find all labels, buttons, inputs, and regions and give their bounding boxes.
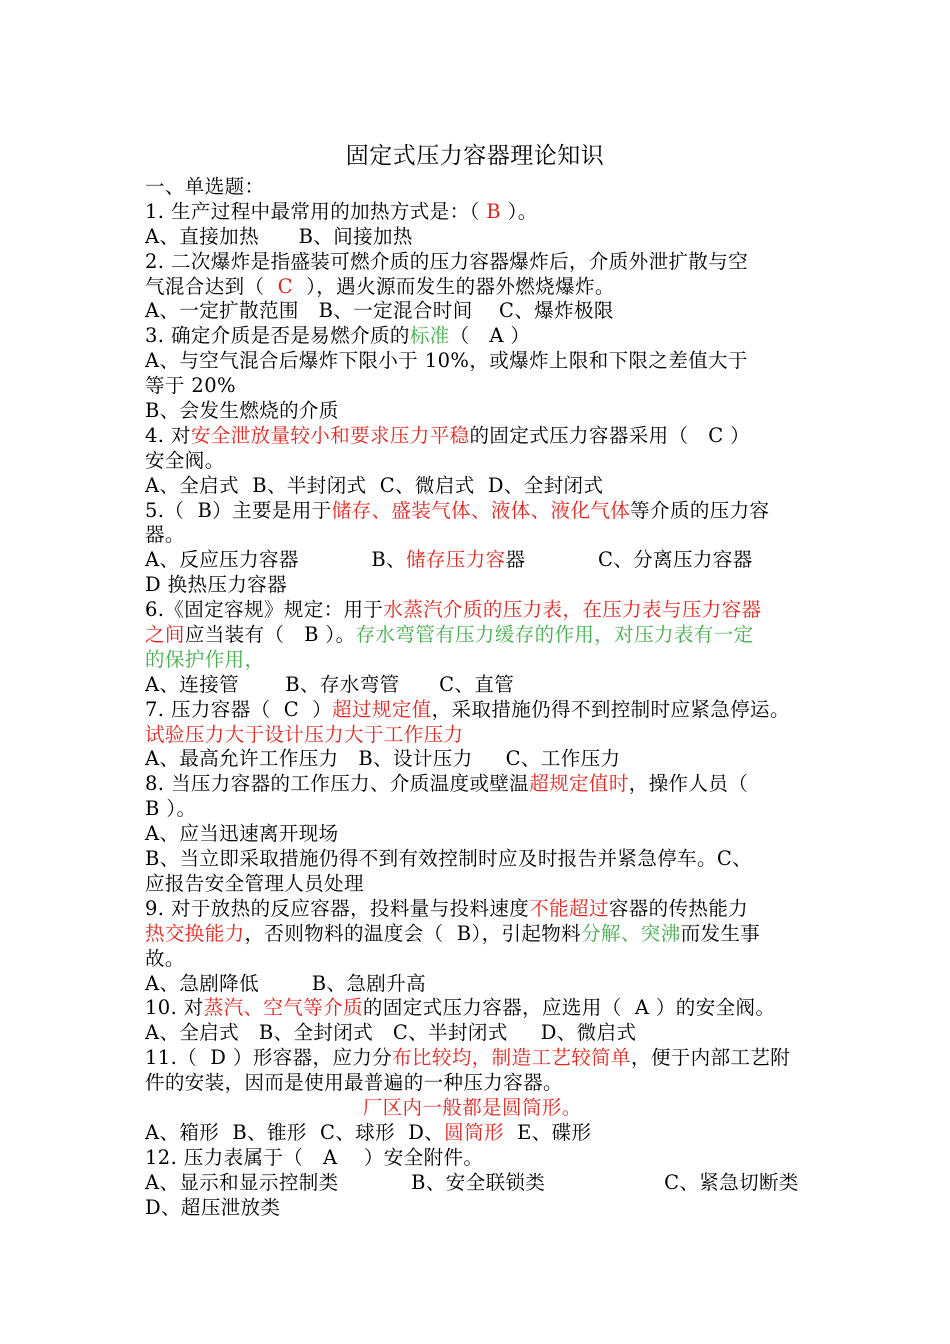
text-segment: 等于 20% xyxy=(145,374,236,398)
text-segment: A、急剧降低 B、急剧升高 xyxy=(145,971,427,995)
page-title: 固定式压力容器理论知识 xyxy=(345,143,605,169)
text-line xyxy=(145,1096,813,1121)
text-segment: 9. 对于放热的反应容器，投料量与投料速度 xyxy=(145,896,530,920)
text-segment: A、一定扩散范围 B、一定混合时间 C、爆炸极限 xyxy=(145,299,614,323)
text-segment: D、超压泄放类 xyxy=(145,1195,281,1219)
highlight-green-text: 分解、突沸 xyxy=(581,921,681,945)
text-segment: 器 C、分离压力容器 xyxy=(505,548,753,572)
text-segment: E、碟形 xyxy=(503,1120,592,1144)
text-segment: A、连接管 B、存水弯管 C、直管 xyxy=(145,672,515,696)
text-line xyxy=(145,250,813,275)
text-segment: A、显示和显示控制类 B、安全联锁类 C、紧急切断类 xyxy=(145,1170,799,1194)
text-segment: 1. 生产过程中最常用的加热方式是：（ xyxy=(145,199,487,223)
text-segment: 气混合达到（ xyxy=(145,274,278,298)
text-segment: 安全阀。 xyxy=(145,448,225,472)
text-line xyxy=(145,324,813,349)
text-line xyxy=(145,275,813,300)
highlight-red-text: 超过规定值 xyxy=(332,697,432,721)
text-segment: A、与空气混合后爆炸下限小于 10%，或爆炸上限和下限之差值大于 xyxy=(145,349,748,373)
text-segment: 7. 压力容器（ C ） xyxy=(145,697,333,721)
text-line xyxy=(145,847,813,872)
highlight-red-text: 蒸汽、空气等介质 xyxy=(203,996,363,1020)
text-line xyxy=(145,623,813,648)
text-segment: 12. 压力表属于（ A ）安全附件。 xyxy=(145,1145,484,1169)
text-segment: A、全启式 B、全封闭式 C、半封闭式 D、微启式 xyxy=(145,1021,637,1045)
text-segment: 2. 二次爆炸是指盛装可燃介质的压力容器爆炸后，介质外泄扩散与空 xyxy=(145,249,749,273)
text-segment: 10. 对 xyxy=(145,996,204,1020)
text-line xyxy=(145,399,813,424)
text-segment: ，采取措施仍得不到控制时应紧急停运。 xyxy=(431,697,790,721)
text-segment: ，便于内部工艺附 xyxy=(630,1046,791,1070)
text-segment: 11.（ D ）形容器，应力分 xyxy=(145,1046,393,1070)
text-line xyxy=(145,648,813,673)
text-segment xyxy=(145,1096,363,1119)
text-line xyxy=(145,723,813,748)
text-segment: A、全启式 B、半封闭式 C、微启式 D、全封闭式 xyxy=(145,473,604,497)
text-line xyxy=(145,772,813,797)
text-segment: A、直接加热 B、间接加热 xyxy=(145,224,413,248)
highlight-red-text: 布比较均，制造工艺较简单 xyxy=(392,1046,631,1070)
highlight-red-text: 热交换能力 xyxy=(145,921,245,945)
text-line xyxy=(145,474,813,499)
highlight-red-text: B xyxy=(486,199,501,223)
text-segment: D 换热压力容器 xyxy=(145,573,288,597)
text-line xyxy=(145,499,813,524)
text-segment: A、应当迅速离开现场 xyxy=(145,822,339,846)
text-line xyxy=(145,698,813,723)
text-segment: ）。 xyxy=(501,199,538,223)
text-line xyxy=(145,1146,813,1171)
highlight-red-text: 储存、盛装气体、液体、液化气体 xyxy=(331,498,631,522)
text-line xyxy=(145,972,813,997)
text-line xyxy=(145,797,813,822)
text-segment: 而发生事 xyxy=(680,921,761,945)
text-segment: ），遇火源而发生的器外燃烧爆炸。 xyxy=(292,274,615,298)
text-line xyxy=(145,548,813,573)
text-line xyxy=(145,897,813,922)
text-line xyxy=(145,449,813,474)
document-body xyxy=(145,175,813,1220)
text-segment: 8. 当压力容器的工作压力、介质温度或壁温 xyxy=(145,772,530,796)
highlight-red-text: 圆筒形 xyxy=(444,1120,504,1144)
text-segment: A、箱形 B、锥形 C、球形 D、 xyxy=(145,1120,445,1144)
highlight-red-text: 不能超过 xyxy=(529,896,609,920)
text-line xyxy=(145,1021,813,1046)
text-segment: 等介质的压力容 xyxy=(630,498,770,522)
text-segment: 应当装有（ B ）。 xyxy=(184,623,356,647)
text-segment: 容器的传热能力 xyxy=(608,896,749,920)
text-segment: 5.（ B）主要是用于 xyxy=(145,498,332,522)
text-line xyxy=(145,523,813,548)
highlight-red-text: 储存压力容 xyxy=(406,548,506,572)
highlight-green-text: 的保护作用， xyxy=(145,647,265,671)
text-segment: 故。 xyxy=(145,946,185,970)
text-line xyxy=(145,598,813,623)
text-line xyxy=(145,947,813,972)
text-line xyxy=(145,1071,813,1096)
text-line xyxy=(145,922,813,947)
text-line xyxy=(145,1171,813,1196)
text-segment: A、反应压力容器 B、 xyxy=(145,548,406,572)
highlight-green-text: 标准 xyxy=(409,324,450,348)
text-line xyxy=(145,1196,813,1221)
text-segment: 器。 xyxy=(145,523,185,547)
text-segment: 的固定式压力容器，应选用（ A ）的安全阀。 xyxy=(362,996,776,1020)
highlight-red-text: 厂区内一般都是圆筒形。 xyxy=(362,1095,582,1119)
text-segment: ，操作人员（ xyxy=(628,772,749,796)
highlight-red-text: 之间 xyxy=(145,623,185,647)
text-line xyxy=(145,374,813,399)
highlight-green-text: 存水弯管有压力缓存的作用，对压力表有一定 xyxy=(355,623,754,647)
text-segment: 4. 对 xyxy=(145,423,191,447)
highlight-red-text: 水蒸汽介质的压力表，在压力表与压力容器 xyxy=(383,598,762,622)
text-segment: ，否则物料的温度会（ B），引起物料 xyxy=(244,921,582,945)
highlight-red-text: C xyxy=(277,274,293,298)
section-heading: 一、单选题： xyxy=(145,175,265,198)
highlight-red-text: 安全泄放量较小和要求压力平稳 xyxy=(190,423,470,447)
text-line xyxy=(145,349,813,374)
text-segment: B、当立即采取措施仍得不到有效控制时应及时报告并紧急停车。C、 xyxy=(145,847,753,871)
text-segment: A、最高允许工作压力 B、设计压力 C、工作压力 xyxy=(145,747,621,771)
text-line xyxy=(145,299,813,324)
text-line xyxy=(145,1046,813,1071)
text-line xyxy=(145,1121,813,1146)
text-line xyxy=(145,225,813,250)
text-segment: B ）。 xyxy=(145,797,197,821)
text-segment: （ A ） xyxy=(449,324,531,348)
text-line xyxy=(145,822,813,847)
text-segment: 3. 确定介质是否是易燃介质的 xyxy=(145,324,410,348)
text-segment: 6.《固定容规》规定：用于 xyxy=(145,598,384,622)
text-segment: 应报告安全管理人员处理 xyxy=(145,871,364,895)
text-line xyxy=(145,200,813,225)
highlight-red-text: 试验压力大于设计压力大于工作压力 xyxy=(145,722,464,746)
text-line xyxy=(145,996,813,1021)
highlight-red-text: 超规定值时 xyxy=(529,772,629,796)
text-line xyxy=(145,673,813,698)
text-line xyxy=(145,573,813,598)
text-line xyxy=(145,424,813,449)
text-line xyxy=(145,872,813,897)
text-segment: 的固定式压力容器采用（ C ） xyxy=(469,423,751,447)
text-segment: 件的安装，因而是使用最普遍的一种压力容器。 xyxy=(145,1071,563,1095)
text-line xyxy=(145,747,813,772)
text-segment: B、会发生燃烧的介质 xyxy=(145,399,339,423)
